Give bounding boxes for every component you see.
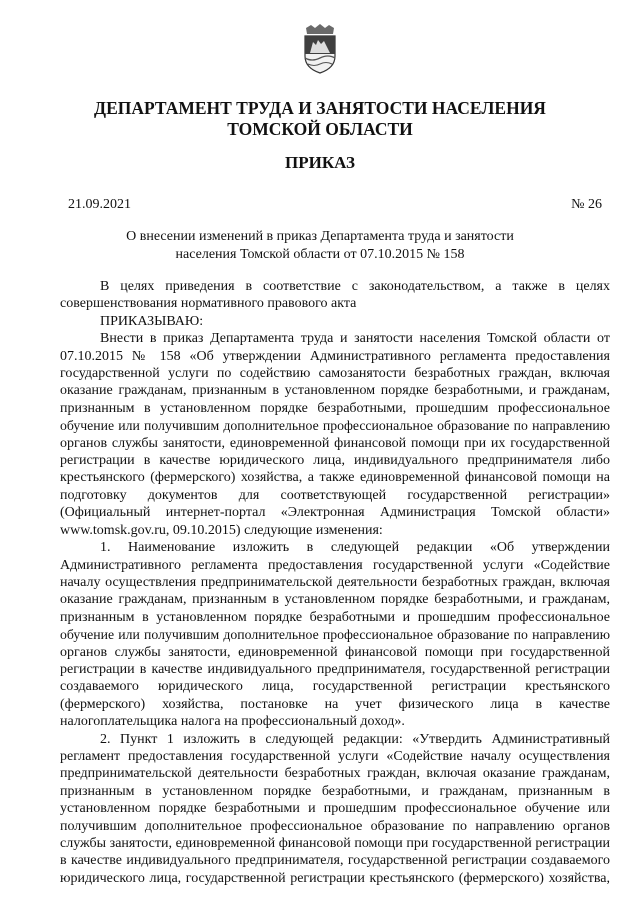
body-line: Административного регламента предоставления государственной услуги «Содействие — [60, 557, 610, 573]
body-line: органов службы занятости, единовременной финансовой помощи при их государственной — [60, 435, 610, 451]
body-line: 1. Наименование изложить в следующей редакции «Об утверждении — [100, 540, 610, 556]
document-type-title: ПРИКАЗ — [285, 153, 355, 172]
subject-line-2: населения Томской области от 07.10.2015 № 158 — [175, 247, 465, 262]
body-line: оказание гражданам, признанным в установленном порядке безработными, и гражданам, — [60, 383, 610, 399]
body-line: крестьянского (фермерского) хозяйства, а также единовременной финансовой помощи на — [60, 470, 610, 486]
body-line: государственной услуги по содействию самозанятости безработных граждан, включая — [60, 366, 610, 382]
body-line: службы занятости, единовременной финансовой помощи при государственной регистрации — [60, 836, 610, 851]
body-line: совершенствования нормативного правового акта — [60, 296, 357, 312]
body-line: оказание гражданам, признанным в установленном порядке безработными, и гражданам, — [60, 592, 610, 608]
body-line: создаваемого юридического лица, государственной регистрации крестьянского — [60, 679, 610, 695]
body-line: признанным в установленном порядке безработными, и гражданам, признанным в — [60, 783, 610, 799]
body-line: началу осуществления предпринимательской деятельности безработных граждан, включая — [60, 574, 610, 590]
body-line: В целях приведения в соответствие с законодательством, а также в целях — [100, 279, 610, 294]
body-line: регламент предоставления государственной услуги «Содействие началу осуществления — [60, 748, 610, 764]
body-line: признанным в установленном порядке безработными и прошедшим профессиональное — [60, 609, 610, 625]
body-line: юридического лица, государственной регистрации крестьянского (фермерского) хозяйства, — [60, 870, 610, 886]
body-line: подготовку документов для соответствующей государственной регистрации» — [60, 487, 610, 503]
body-line: налогоплательщика налога на профессиональный доход». — [60, 714, 405, 730]
body-line: органов службы занятости, единовременной финансовой помощи при государственной — [60, 644, 610, 660]
subject-line-1: О внесении изменений в приказ Департамента труда и занятости — [126, 229, 514, 244]
document-date: 21.09.2021 — [68, 197, 131, 212]
body-line: получившим дополнительное профессиональное образование по направлению органов — [60, 818, 610, 834]
body-line: обучение или получившим дополнительное профессиональное образование по направлению — [60, 418, 610, 434]
body-line: предпринимательской деятельности безработных граждан, включая оказание гражданам, — [60, 766, 610, 782]
body-line: (Официальный интернет-портал «Электронная Администрация Томской области» — [60, 505, 610, 521]
body-line: Внести в приказ Департамента труда и занятости населения Томской области от — [100, 331, 610, 347]
body-line: признанным в установленном порядке безработными, прошедшим профессиональное — [60, 400, 610, 416]
body-line: ПРИКАЗЫВАЮ: — [100, 313, 204, 329]
coat-of-arms-icon — [300, 24, 340, 74]
org-name-line-2: ТОМСКОЙ ОБЛАСТИ — [227, 119, 413, 139]
body-line: www.tomsk.gov.ru, 09.10.2015) следующие изменения: — [60, 522, 383, 538]
document-body — [60, 278, 610, 887]
body-line: 2. Пункт 1 изложить в следующей редакции: «Утвердить Административный — [100, 731, 610, 747]
body-line: регистрации в качестве индивидуального предпринимателя, государственной регистрации — [60, 661, 610, 677]
body-line: обучение или получившим дополнительное профессиональное образование по направлению — [60, 627, 610, 643]
body-line: установленном порядке безработными и прошедшим профессиональное обучение или — [60, 801, 610, 817]
document-number: № 26 — [571, 197, 602, 212]
organization-name — [0, 98, 640, 140]
body-line: (фермерского) хозяйства, постановке на учет физического лица в качестве — [60, 696, 610, 712]
body-line: регистрации в качестве юридического лица, индивидуального предпринимателя либо — [60, 453, 610, 469]
document-subject — [0, 228, 640, 264]
body-line: 07.10.2015 № 158 «Об утверждении Административного регламента предоставления — [60, 348, 610, 364]
body-line: в качестве индивидуального предпринимателя, государственной регистрации создаваемого — [60, 853, 610, 869]
org-name-line-1: ДЕПАРТАМЕНТ ТРУДА И ЗАНЯТОСТИ НАСЕЛЕНИЯ — [94, 98, 546, 118]
